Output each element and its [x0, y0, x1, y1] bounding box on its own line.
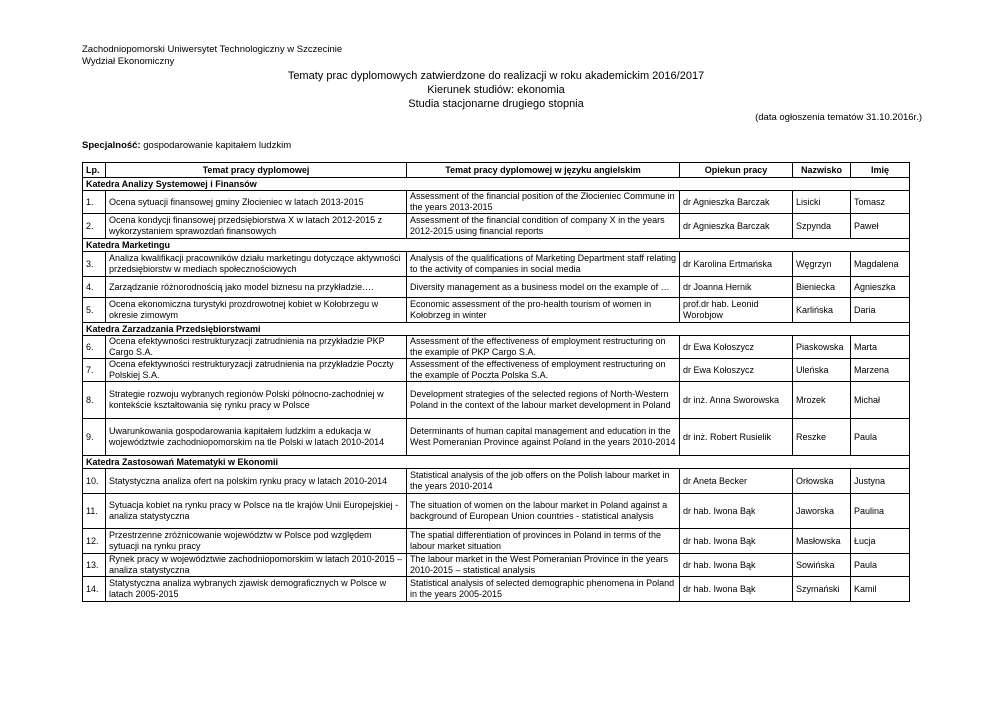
supervisor: dr Ewa Kołoszycz: [680, 336, 793, 359]
row-number: 9.: [83, 419, 106, 456]
student-last-name: Mrozek: [793, 382, 851, 419]
table-row: [83, 494, 910, 529]
topic-en: Statistical analysis of the job offers on the Polish labour market in the years 2010-2014: [407, 469, 680, 494]
topic-pl: Ocena kondycji finansowej przedsiębiorstwa X w latach 2012-2015 z wykorzystaniem sprawozdań finansowych: [106, 214, 407, 239]
student-last-name: Bieniecka: [793, 277, 851, 298]
table-row: [83, 252, 910, 277]
supervisor: dr hab. Iwona Bąk: [680, 554, 793, 577]
row-number: 7.: [83, 359, 106, 382]
table-row: [83, 298, 910, 323]
row-number: 2.: [83, 214, 106, 239]
department-row: [83, 456, 910, 469]
faculty-name: Wydział Ekonomiczny: [82, 56, 175, 67]
student-first-name: Daria: [851, 298, 910, 323]
student-last-name: Szpynda: [793, 214, 851, 239]
field-of-study: Kierunek studiów: ekonomia: [427, 84, 565, 96]
student-last-name: Piaskowska: [793, 336, 851, 359]
topic-pl: Statystyczna analiza ofert na polskim rynku pracy w latach 2010-2014: [106, 469, 407, 494]
topic-en: Statistical analysis of selected demographic phenomena in Poland in the years 2005-2015: [407, 577, 680, 602]
student-first-name: Tomasz: [851, 191, 910, 214]
supervisor: dr Ewa Kołoszycz: [680, 359, 793, 382]
row-number: 14.: [83, 577, 106, 602]
col-topic-pl: Temat pracy dyplomowej: [106, 163, 407, 178]
col-lp: Lp.: [83, 163, 106, 178]
table-row: [83, 336, 910, 359]
student-last-name: Szymański: [793, 577, 851, 602]
table-header-row: [83, 163, 910, 178]
topic-en: The spatial differentiation of provinces in Poland in terms of the labour market situation: [407, 529, 680, 554]
supervisor: dr Aneta Becker: [680, 469, 793, 494]
topic-en: Diversity management as a business model on the example of …: [407, 277, 680, 298]
topic-en: Assessment of the effectiveness of employment restructuring on the example of Poczta Polska S.A.: [407, 359, 680, 382]
topic-en: The labour market in the West Pomeranian Province in the years 2010-2015 – statistical analysis: [407, 554, 680, 577]
student-first-name: Magdalena: [851, 252, 910, 277]
student-last-name: Węgrzyn: [793, 252, 851, 277]
student-first-name: Michał: [851, 382, 910, 419]
row-number: 6.: [83, 336, 106, 359]
topic-pl: Ocena efektywności restrukturyzacji zatrudnienia na przykładzie Poczty Polskiej S.A.: [106, 359, 407, 382]
col-last-name: Nazwisko: [793, 163, 851, 178]
topic-en: Assessment of the financial condition of company X in the years 2012-2015 using financial reports: [407, 214, 680, 239]
table-row: [83, 191, 910, 214]
specialization-value: gospodarowanie kapitałem ludzkim: [140, 140, 292, 151]
topic-pl: Analiza kwalifikacji pracowników działu marketingu dotyczące aktywności przedsiębiorstw w mediach społecznościowych: [106, 252, 407, 277]
topic-en: Analysis of the qualifications of Marketing Department staff relating to the activity of companies in social media: [407, 252, 680, 277]
supervisor: dr hab. Iwona Bąk: [680, 529, 793, 554]
col-supervisor: Opiekun pracy: [680, 163, 793, 178]
student-first-name: Paula: [851, 419, 910, 456]
topic-pl: Statystyczna analiza wybranych zjawisk demograficznych w Polsce w latach 2005-2015: [106, 577, 407, 602]
student-last-name: Reszke: [793, 419, 851, 456]
topic-pl: Ocena ekonomiczna turystyki prozdrowotnej kobiet w Kołobrzegu w okresie zimowym: [106, 298, 407, 323]
row-number: 1.: [83, 191, 106, 214]
supervisor: prof.dr hab. Leonid Worobjow: [680, 298, 793, 323]
row-number: 8.: [83, 382, 106, 419]
department-row: [83, 323, 910, 336]
supervisor: dr Agnieszka Barczak: [680, 214, 793, 239]
supervisor: dr Agnieszka Barczak: [680, 191, 793, 214]
topic-en: Assessment of the effectiveness of employment restructuring on the example of PKP Cargo S.A.: [407, 336, 680, 359]
row-number: 4.: [83, 277, 106, 298]
topic-pl: Ocena efektywności restrukturyzacji zatrudnienia na przykładzie PKP Cargo S.A.: [106, 336, 407, 359]
col-topic-en: Temat pracy dyplomowej w języku angielskim: [407, 163, 680, 178]
student-first-name: Paweł: [851, 214, 910, 239]
supervisor: dr inż. Anna Sworowska: [680, 382, 793, 419]
student-last-name: Lisicki: [793, 191, 851, 214]
student-last-name: Sowińska: [793, 554, 851, 577]
specialization-label: Specjalność:: [82, 140, 141, 151]
study-mode: Studia stacjonarne drugiego stopnia: [408, 98, 584, 110]
row-number: 11.: [83, 494, 106, 529]
topic-en: The situation of women on the labour market in Poland against a background of European Union countries - statistical analysis: [407, 494, 680, 529]
student-last-name: Uleńska: [793, 359, 851, 382]
student-first-name: Łucja: [851, 529, 910, 554]
student-last-name: Masłowska: [793, 529, 851, 554]
table-row: [83, 214, 910, 239]
table-row: [83, 529, 910, 554]
thesis-table: [82, 162, 910, 602]
student-first-name: Marta: [851, 336, 910, 359]
supervisor: dr Joanna Hernik: [680, 277, 793, 298]
row-number: 13.: [83, 554, 106, 577]
student-first-name: Justyna: [851, 469, 910, 494]
department-name: Katedra Zarzadzania Przedsiębiorstwami: [83, 323, 910, 336]
table-row: [83, 554, 910, 577]
department-name: Katedra Marketingu: [83, 239, 910, 252]
row-number: 3.: [83, 252, 106, 277]
table-row: [83, 382, 910, 419]
topic-en: Assessment of the financial position of the Złocieniec Commune in the years 2013-2015: [407, 191, 680, 214]
supervisor: dr Karolina Ertmańska: [680, 252, 793, 277]
table-row: [83, 277, 910, 298]
topic-pl: Zarządzanie różnorodnością jako model biznesu na przykładzie….: [106, 277, 407, 298]
topic-pl: Rynek pracy w województwie zachodniopomorskim w latach 2010-2015 – analiza statystyczna: [106, 554, 407, 577]
university-name: Zachodniopomorski Uniwersytet Technologiczny w Szczecinie: [82, 44, 343, 55]
col-first-name: Imię: [851, 163, 910, 178]
topic-en: Determinants of human capital management and education in the West Pomeranian Province against Poland in the years 2010-2014: [407, 419, 680, 456]
student-last-name: Orłowska: [793, 469, 851, 494]
topic-pl: Uwarunkowania gospodarowania kapitałem ludzkim a edukacja w województwie zachodniopomorskim na tle Polski w latach 2010-2014: [106, 419, 407, 456]
topic-pl: Strategie rozwoju wybranych regionów Polski północno-zachodniej w kontekście kształtowania się rynku pracy w Polsce: [106, 382, 407, 419]
supervisor: dr inż. Robert Rusielik: [680, 419, 793, 456]
specialization: [82, 140, 291, 151]
student-first-name: Paula: [851, 554, 910, 577]
department-name: Katedra Analizy Systemowej i Finansów: [83, 178, 910, 191]
document-title: Tematy prac dyplomowych zatwierdzone do realizacji w roku akademickim 2016/2017: [287, 70, 705, 82]
topic-pl: Ocena sytuacji finansowej gminy Złocieniec w latach 2013-2015: [106, 191, 407, 214]
row-number: 5.: [83, 298, 106, 323]
row-number: 10.: [83, 469, 106, 494]
row-number: 12.: [83, 529, 106, 554]
student-first-name: Paulina: [851, 494, 910, 529]
table-row: [83, 469, 910, 494]
student-last-name: Karlińska: [793, 298, 851, 323]
topic-en: Economic assessment of the pro-health tourism of women in Kołobrzeg in winter: [407, 298, 680, 323]
department-name: Katedra Zastosowań Matematyki w Ekonomii: [83, 456, 910, 469]
supervisor: dr hab. Iwona Bąk: [680, 494, 793, 529]
table-row: [83, 419, 910, 456]
student-first-name: Kamil: [851, 577, 910, 602]
department-row: [83, 178, 910, 191]
topic-en: Development strategies of the selected regions of North-Western Poland in the context of the labour market development in Poland: [407, 382, 680, 419]
supervisor: dr hab. Iwona Bąk: [680, 577, 793, 602]
topic-pl: Przestrzenne zróżnicowanie województw w Polsce pod względem sytuacji na rynku pracy: [106, 529, 407, 554]
student-first-name: Marzena: [851, 359, 910, 382]
student-last-name: Jaworska: [793, 494, 851, 529]
department-row: [83, 239, 910, 252]
student-first-name: Agnieszka: [851, 277, 910, 298]
topic-pl: Sytuacja kobiet na rynku pracy w Polsce na tle krajów Unii Europejskiej - analiza statystyczna: [106, 494, 407, 529]
announcement-date: (data ogłoszenia tematów 31.10.2016r.): [755, 112, 922, 123]
table-row: [83, 359, 910, 382]
table-row: [83, 577, 910, 602]
